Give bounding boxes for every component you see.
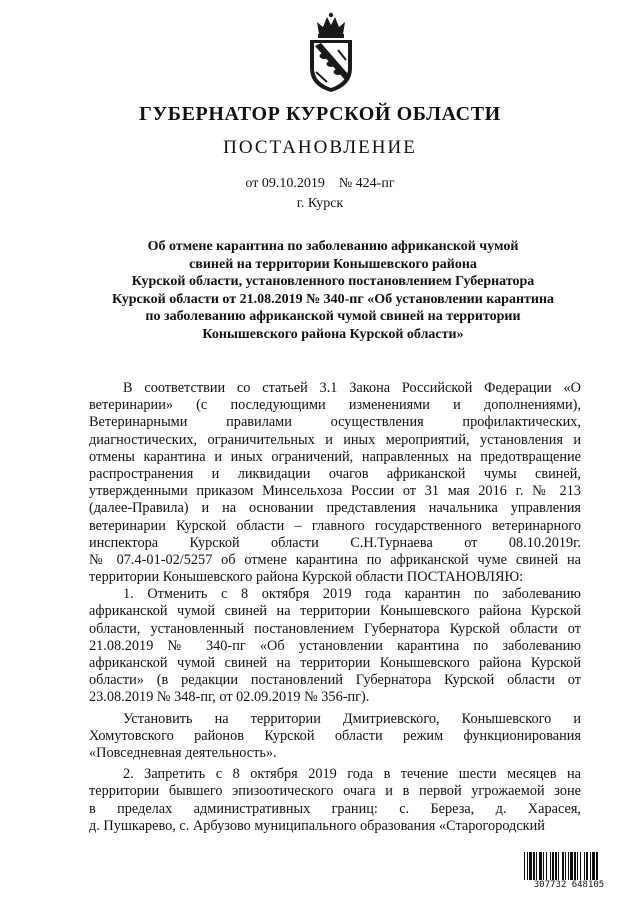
subject-line: Конышевского района Курской области»	[202, 326, 464, 342]
body-line: д. Пушкарево, с. Арбузово муниципального образования «Старогородский	[89, 817, 545, 834]
body-line: распространения и ликвидации очагов африканской чумы свиней,	[89, 465, 581, 482]
body-line: ветеринарии» (с последующими изменениями и дополнениями),	[89, 397, 581, 414]
body-line: отмены карантина и иных ограничений, направленных на предотвращение	[89, 448, 581, 465]
subject-line: Курской области, установленного постановлением Губернатора	[131, 274, 535, 289]
document-subject	[88, 238, 578, 343]
issuing-authority: ГУБЕРНАТОР КУРСКОЙ ОБЛАСТИ	[139, 103, 501, 125]
body-line: утвержденными приказом Минсельхоза России от 31 мая 2016 г. № 213	[89, 483, 581, 500]
body-line: 1. Отменить с 8 октября 2019 года карантин по заболеванию	[123, 586, 581, 603]
body-line: инспектора Курской области С.Н.Турнаева от 08.10.2019г.	[89, 534, 581, 551]
city: г. Курск	[296, 196, 344, 211]
body-line: диагностических, ограничительных и иных мероприятий, установления и	[89, 431, 581, 448]
body-line: Хомутовского районов Курской области режим функционирования	[89, 727, 581, 744]
body-line: 23.08.2019 № 348-пг, от 02.09.2019 № 356-пг).	[89, 689, 370, 706]
coat-of-arms-icon	[305, 12, 357, 94]
body-line: области, установленный постановлением Губернатора Курской области от	[89, 620, 581, 637]
body-line: Установить на территории Дмитриевского, Конышевского и	[123, 710, 581, 727]
document-body	[89, 380, 581, 835]
body-line: В соответствии со статьей 3.1 Закона Российской Федерации «О	[123, 380, 581, 396]
body-line: 21.08.2019 № 340-пг «Об установлении карантина по заболеванию	[89, 637, 581, 654]
subject-line: Курской области от 21.08.2019 № 340-пг «Об установлении карантина	[111, 291, 555, 307]
document-number: № 424-пг	[338, 176, 395, 191]
body-line: «Повседневная деятельность».	[89, 744, 277, 761]
body-line: африканской чумой свиней на территории Конышевского района Курской	[89, 655, 581, 671]
body-line: африканской чумой свиней на территории Конышевского района Курской	[89, 603, 581, 620]
body-line: № 07.4-01-02/5257 об отмене карантина по африканской чуме свиней на	[89, 551, 581, 568]
subject-line: свиней на территории Конышевского района	[189, 256, 477, 272]
document-date: от 09.10.2019	[245, 176, 325, 191]
subject-line: Об отмене карантина по заболеванию африканской чумой	[147, 239, 519, 254]
barcode-number: 307732 648105	[521, 880, 617, 891]
body-line: 2. Запретить с 8 октября 2019 года в течение шести месяцев на	[123, 766, 581, 783]
body-line: области» (в редакции постановлений Губернатора Курской области от	[89, 672, 581, 689]
date-number-line	[0, 176, 640, 192]
body-line: Ветеринарными правилами осуществления профилактических,	[89, 414, 581, 431]
body-line: ветеринарии Курской области – главного государственного ветеринарного	[89, 517, 581, 534]
body-line: территории бывшего эпизоотического очага и в первой угрожаемой зоне	[89, 783, 581, 800]
body-line: (далее-Правила) и на основании представления начальника управления	[89, 500, 581, 517]
body-line: в пределах административных границ: с. Береза, д. Харасея,	[89, 800, 581, 817]
subject-line: по заболеванию африканской чумой свиней на территории	[145, 309, 521, 324]
body-line: территории Конышевского района Курской области ПОСТАНОВЛЯЮ:	[89, 569, 524, 586]
document-type: ПОСТАНОВЛЕНИЕ	[223, 137, 417, 158]
